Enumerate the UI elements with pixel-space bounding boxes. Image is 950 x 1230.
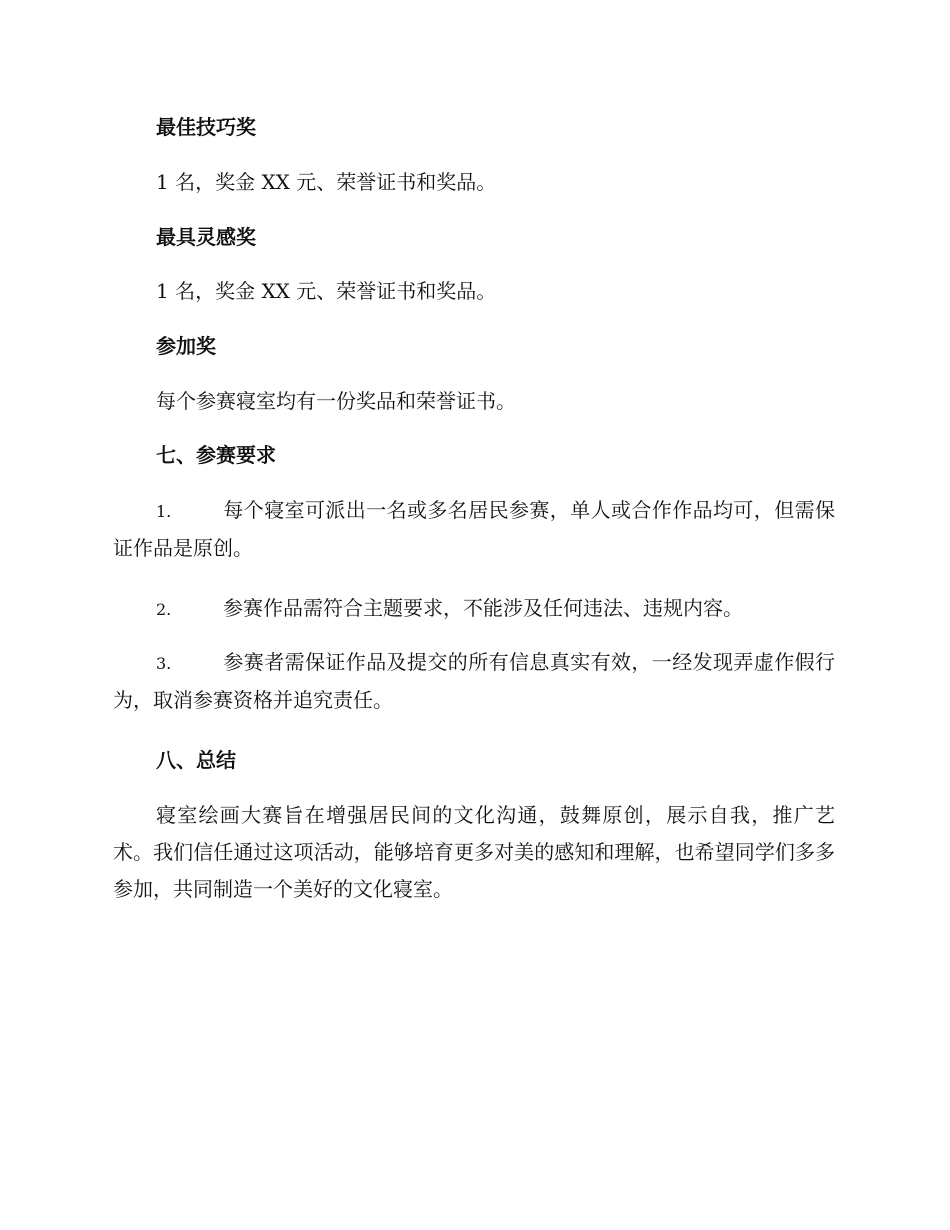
award-desc-participation: 每个参赛寝室均有一份奖品和荣誉证书。	[156, 389, 516, 413]
requirement-text: 参赛者需保证作品及提交的所有信息真实有效，一经发现弄虚作假行为，取消参赛资格并追究责任。	[113, 650, 835, 712]
requirement-text: 参赛作品需符合主题要求，不能涉及任何违法、违规内容。	[223, 596, 743, 620]
award-title-participation: 参加奖	[156, 334, 216, 358]
requirement-item-1	[113, 492, 835, 567]
requirement-item-3	[113, 644, 835, 719]
requirement-number: 1.	[156, 502, 172, 521]
requirement-number: 2.	[156, 600, 172, 619]
award-desc-best-skill: 1 名，奖金 XX 元、荣誉证书和奖品。	[156, 170, 497, 194]
section-title-requirements: 七、参赛要求	[156, 443, 276, 467]
summary-paragraph: 寝室绘画大赛旨在增强居民间的文化沟通，鼓舞原创，展示自我，推广艺术。我们信任通过这项活动，能够培育更多对美的感知和理解，也希望同学们多多参加，共同制造一个美好的文化寝室。	[113, 803, 835, 901]
requirement-text: 每个寝室可派出一名或多名居民参赛，单人或合作作品均可，但需保证作品是原创。	[113, 498, 835, 560]
award-desc-most-inspired: 1 名，奖金 XX 元、荣誉证书和奖品。	[156, 279, 497, 303]
award-title-best-skill: 最佳技巧奖	[156, 115, 256, 139]
requirement-number: 3.	[156, 654, 172, 673]
requirement-item-2	[113, 590, 835, 628]
award-title-most-inspired: 最具灵感奖	[156, 225, 256, 249]
section-title-summary: 八、总结	[156, 748, 236, 772]
